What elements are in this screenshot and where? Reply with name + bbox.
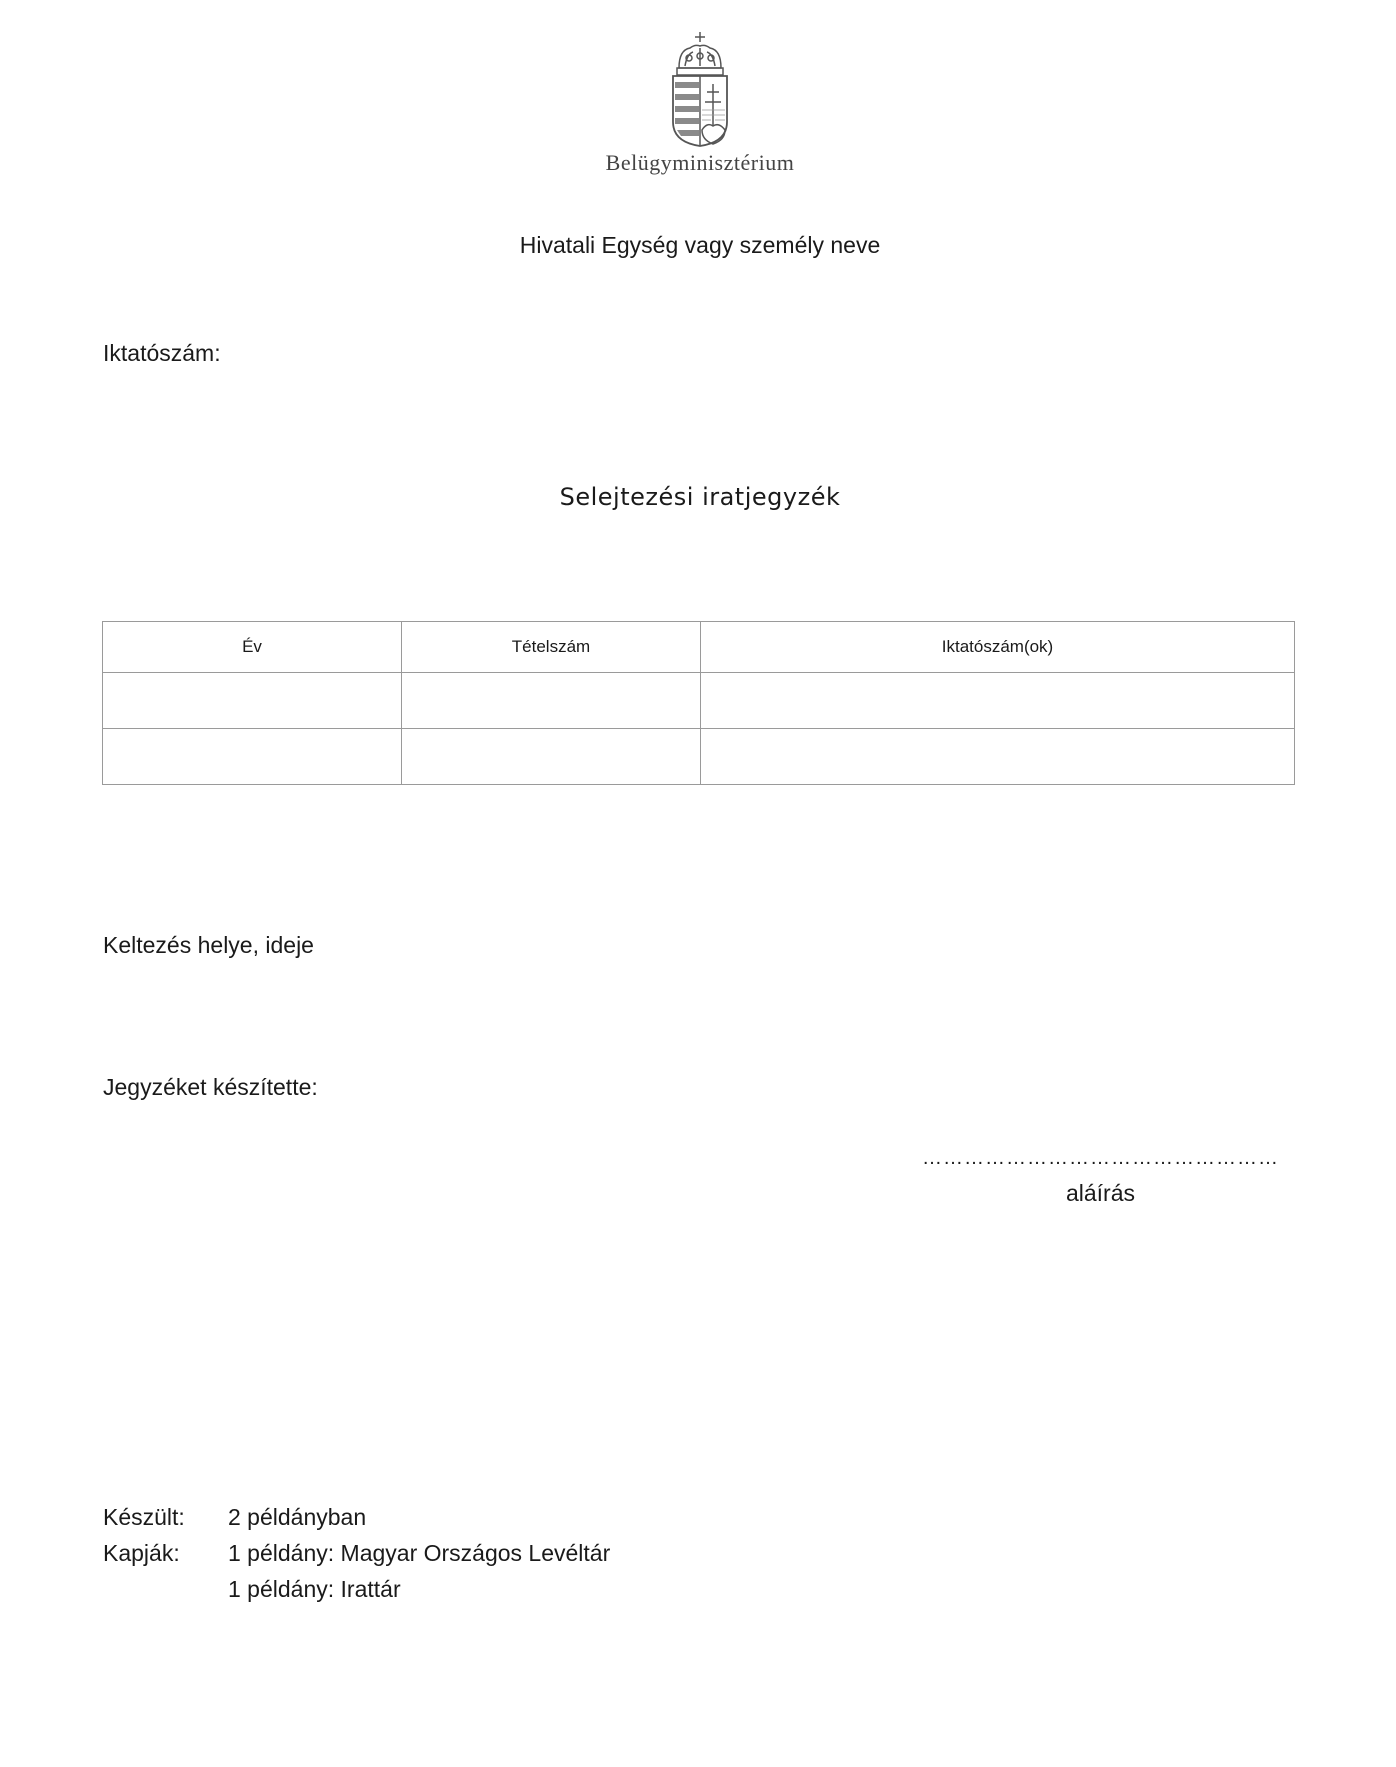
- table-cell[interactable]: [103, 673, 402, 729]
- table-cell[interactable]: [402, 729, 701, 785]
- table-cell[interactable]: [103, 729, 402, 785]
- ministry-name: Belügyminisztérium: [605, 150, 795, 175]
- made-value: 2 példányban: [228, 1504, 367, 1530]
- recipient-item: 1 példány: Irattár: [228, 1576, 401, 1602]
- table-row: [103, 673, 1295, 729]
- table-cell[interactable]: [701, 673, 1295, 729]
- records-table: [102, 621, 1295, 785]
- unit-name: Hivatali Egység vagy személy neve: [519, 232, 881, 258]
- table-row: [103, 729, 1295, 785]
- column-header-registration-numbers: Iktatószám(ok): [701, 622, 1295, 673]
- column-header-item-number: Tételszám: [402, 622, 701, 673]
- prepared-by-label: Jegyzéket készítette:: [103, 1074, 318, 1100]
- table-cell[interactable]: [402, 673, 701, 729]
- table-header-row: [103, 622, 1295, 673]
- column-header-year: Év: [103, 622, 402, 673]
- recipients-label: Kapják:: [103, 1540, 180, 1566]
- signature-line: ……………………………………………: [922, 1147, 1279, 1169]
- signature-label: aláírás: [1065, 1180, 1136, 1206]
- registration-number-label: Iktatószám:: [103, 340, 221, 366]
- recipient-item: 1 példány: Magyar Országos Levéltár: [228, 1540, 611, 1566]
- coat-of-arms-icon: [665, 30, 735, 148]
- table-cell[interactable]: [701, 729, 1295, 785]
- date-place-label: Keltezés helye, ideje: [103, 932, 314, 958]
- document-title: Selejtezési iratjegyzék: [559, 483, 841, 511]
- made-label: Készült:: [103, 1504, 185, 1530]
